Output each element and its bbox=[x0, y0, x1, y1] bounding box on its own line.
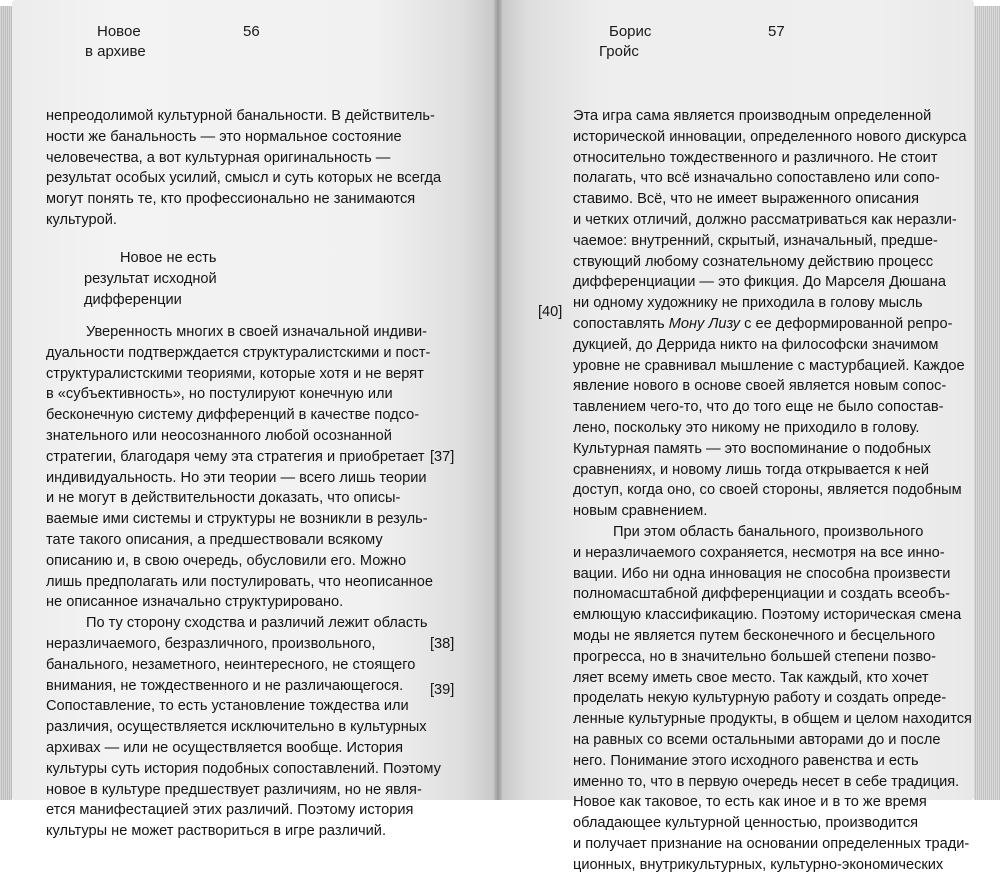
left-paragraph-1 bbox=[46, 106, 441, 231]
text-line: новым сравнением. bbox=[573, 503, 708, 520]
text-line: относительно тождественного и различного. Не стоит bbox=[573, 149, 938, 166]
text-line: прогресса, но в значительно большей степени позво- bbox=[573, 648, 936, 665]
text-line: явление нового в основе своей является новым сопос- bbox=[573, 378, 947, 395]
text-line: По ту сторону сходства и различий лежит область bbox=[86, 615, 428, 632]
text-line: ствующий любому сознательному действию процесс bbox=[573, 253, 934, 270]
text-line: уровне не сравнивал мышление с мастурбацией. Каждое bbox=[573, 357, 965, 374]
text-line: и четких отличий, должно рассматриваться как неразли- bbox=[573, 211, 957, 228]
text-line: лено, поскольку это никому не приходило в голову. bbox=[573, 419, 920, 436]
section-subheading bbox=[84, 248, 217, 310]
text-line: структуралистскими теориями, которые хотя и не верят bbox=[46, 365, 424, 382]
text-line: ставимо. Всё, что не имеет выраженного описания bbox=[573, 191, 920, 208]
running-head-line: Борис bbox=[609, 23, 652, 40]
text-line: неразличаемого, безразличного, произвольного, bbox=[46, 635, 376, 652]
text-line: исторической инновации, определенного нового дискурса bbox=[573, 128, 967, 145]
text-line: ни одному художнику не приходила в голову мысль bbox=[573, 295, 923, 312]
text-line: моды не является путем бесконечного и бесцельного bbox=[573, 627, 936, 644]
text-line: культуры суть история подобных сопоставлений. Поэтому bbox=[46, 760, 441, 777]
text-line: бесконечную систему дифференций в качестве подсо- bbox=[46, 407, 420, 424]
italic-title: Мону Лизу bbox=[668, 315, 741, 332]
text-line: тавлением чего-то, что до того еще не было сопостав- bbox=[573, 399, 944, 416]
text-line: непреодолимой культурной банальности. В действитель- bbox=[46, 108, 435, 124]
margin-marker-38: [38] bbox=[430, 636, 455, 652]
text-fragment: с ее деформированной репро- bbox=[740, 315, 953, 332]
margin-marker-40: [40] bbox=[538, 304, 563, 320]
text-line-mona-lisa bbox=[573, 314, 972, 335]
text-line: именно то, что в первую очередь несет в себе традиция. bbox=[573, 773, 960, 790]
text-line: на равных со всеми остальными авторами до и после bbox=[573, 731, 941, 748]
text-line: Эта игра сама является производным определенной bbox=[573, 108, 932, 124]
left-paragraph-2 bbox=[46, 322, 441, 842]
text-line: человечества, а вот культурная оригинальность — bbox=[46, 149, 391, 166]
text-line: и неразличаемого сохраняется, несмотря на все инно- bbox=[573, 544, 945, 561]
left-page bbox=[12, 0, 496, 840]
text-line: дуальности подтверждается структуралистскими и пост- bbox=[46, 344, 431, 361]
text-line: ется манифестацией этих различий. Поэтому история bbox=[46, 802, 414, 819]
text-line: ности же банальность — это нормальное состояние bbox=[46, 128, 402, 145]
page-edges-left bbox=[0, 6, 12, 800]
text-line: емлющую классификацию. Поэтому историческая смена bbox=[573, 607, 962, 624]
page-number-right: 57 bbox=[768, 23, 785, 40]
text-line: ленные культурные продукты, в общем и целом находится bbox=[573, 711, 972, 728]
margin-marker-37: [37] bbox=[430, 449, 455, 465]
text-line: стратегии, благодаря чему эта стратегия и приобретает bbox=[46, 448, 425, 465]
subheading-line: результат исходной bbox=[84, 270, 217, 287]
running-head-line: Новое bbox=[97, 23, 141, 40]
text-line: ляет всему иметь свое место. Так каждый, кто хочет bbox=[573, 669, 929, 686]
text-line: него. Понимание этого исходного равенства и есть bbox=[573, 752, 919, 769]
running-head-right bbox=[599, 22, 651, 62]
text-line: дукцией, до Деррида никто на философски значимом bbox=[573, 336, 939, 353]
text-line: ционных, внутрикультурных, культурно-экономических bbox=[573, 856, 944, 873]
text-line: полномасштабной дифференциации и создать всеобъ- bbox=[573, 586, 950, 603]
text-line: могут понять те, кто профессионально не занимаются bbox=[46, 191, 416, 208]
right-paragraph-1 bbox=[573, 106, 972, 875]
text-line: внимания, не тождественного и не различающегося. bbox=[46, 677, 404, 694]
text-line: При этом область банального, произвольного bbox=[613, 523, 924, 540]
text-line: результат особых усилий, смысл и суть которых не всегда bbox=[46, 170, 442, 187]
text-line: банального, незаметного, неинтересного, не стоящего bbox=[46, 656, 416, 673]
text-line: в «субъективность», но постулируют конечную или bbox=[46, 386, 393, 403]
text-fragment: сопоставлять bbox=[573, 315, 669, 332]
text-line: Новое как таковое, то есть как иное и в то же время bbox=[573, 794, 927, 811]
text-line: лишь предполагать или постулировать, что неописанное bbox=[46, 573, 433, 590]
subheading-line: дифференции bbox=[84, 291, 182, 308]
book-spine bbox=[494, 0, 502, 800]
running-head-line: в архиве bbox=[85, 43, 146, 60]
text-line: культуры не может раствориться в игре различий. bbox=[46, 823, 387, 840]
text-line: обладающее культурной ценностью, производится bbox=[573, 815, 919, 832]
text-line: вации. Ибо ни одна инновация не способна произвести bbox=[573, 565, 951, 582]
text-line: архивах — или не осуществляется вообще. История bbox=[46, 739, 404, 756]
text-line: Культурная память — это воспоминание о подобных bbox=[573, 440, 931, 457]
text-line: дифференциации — это фикция. До Марселя Дюшана bbox=[573, 274, 946, 291]
running-head-left bbox=[85, 22, 146, 62]
text-line: описанию и, в свою очередь, обусловили его. Можно bbox=[46, 552, 407, 569]
text-line: культурой. bbox=[46, 211, 117, 228]
text-line: тате такого описания, а предшествовали всякому bbox=[46, 531, 383, 548]
text-line: индивидуальность. Но эти теории — всего лишь теории bbox=[46, 469, 427, 486]
text-line: ваемые ими системы и структуры не возникли в резуль- bbox=[46, 511, 428, 528]
text-line: и получает признание на основании определенных тради- bbox=[573, 835, 970, 852]
text-line: проделать некую культурную работу и создать опреде- bbox=[573, 690, 947, 707]
page-number-left: 56 bbox=[243, 23, 260, 40]
text-line: знательного или неосознанного любой осознанной bbox=[46, 427, 392, 444]
text-line: чаемое: внутренний, скрытый, изначальный, предше- bbox=[573, 232, 938, 249]
text-line: сравнениях, и новому лишь тогда открывается к ней bbox=[573, 461, 929, 478]
text-line: Уверенность многих в своей изначальной индиви- bbox=[86, 324, 427, 340]
subheading-line: Новое не есть bbox=[120, 250, 217, 266]
margin-marker-39: [39] bbox=[430, 682, 455, 698]
text-line: доступ, когда оно, со своей стороны, является подобным bbox=[573, 482, 962, 499]
text-line: полагать, что всё изначально сопоставлено или сопо- bbox=[573, 170, 940, 187]
running-head-line: Гройс bbox=[599, 43, 639, 60]
text-line: новое в культуре предшествует различиям, но не явля- bbox=[46, 781, 422, 798]
text-line: Сопоставление, то есть установление тождества или bbox=[46, 698, 409, 715]
text-line: различия, осуществляется исключительно в культурных bbox=[46, 719, 427, 736]
right-page bbox=[500, 0, 974, 873]
page-edges-right bbox=[974, 6, 1000, 800]
text-line: не описанное изначально структурировано. bbox=[46, 594, 344, 611]
text-line: и не могут в действительности доказать, что описы- bbox=[46, 490, 401, 507]
